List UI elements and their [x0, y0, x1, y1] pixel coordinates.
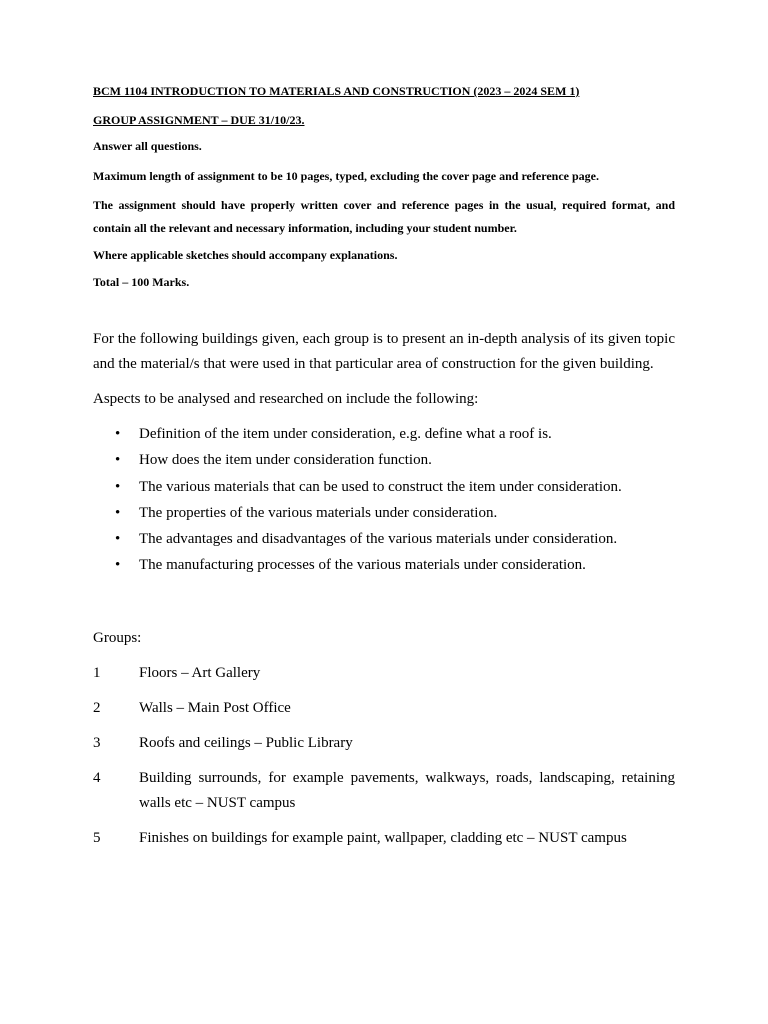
group-row [93, 826, 675, 851]
aspects-list [93, 421, 675, 579]
group-row [93, 661, 675, 686]
instruction-total-marks: Total – 100 Marks. [93, 275, 190, 289]
group-text: Walls – Main Post Office [139, 699, 291, 716]
group-row [93, 766, 675, 816]
group-number: 2 [93, 699, 101, 716]
instruction-answer-all: Answer all questions. [93, 139, 202, 153]
aspect-text: The advantages and disadvantages of the various materials under consideration. [139, 531, 618, 548]
list-item [93, 447, 675, 473]
list-item [93, 552, 675, 578]
group-row [93, 696, 675, 721]
instruction-sketches: Where applicable sketches should accompany explanations. [93, 248, 398, 262]
list-item [93, 421, 675, 447]
list-item [93, 500, 675, 526]
bullet-icon: • [115, 426, 121, 442]
aspect-text: The various materials that can be used to construct the item under consideration. [139, 478, 622, 495]
group-row [93, 731, 675, 756]
bullet-icon: • [115, 478, 121, 495]
bullet-icon: • [115, 557, 121, 574]
bullet-icon: • [115, 452, 121, 469]
instruction-max-length: Maximum length of assignment to be 10 pages, typed, excluding the cover page and reference page. [93, 169, 599, 183]
groups-title: Groups: [93, 629, 142, 646]
group-number: 5 [93, 829, 101, 846]
group-text: Floors – Art Gallery [139, 664, 261, 681]
instruction-cover-reference: The assignment should have properly written cover and reference pages in the usual, required format, and contain all the relevant and necessary information, including your student number. [93, 198, 675, 235]
list-item [93, 474, 675, 500]
group-text: Finishes on buildings for example paint, wallpaper, cladding etc – NUST campus [139, 829, 627, 846]
aspect-text: The manufacturing processes of the various materials under consideration. [139, 557, 586, 574]
bullet-icon: • [115, 504, 121, 521]
list-item [93, 526, 675, 552]
assignment-title: GROUP ASSIGNMENT – DUE 31/10/23. [93, 113, 305, 127]
group-number: 4 [93, 769, 101, 786]
aspect-text: The properties of the various materials under consideration. [139, 504, 498, 521]
group-number: 3 [93, 734, 101, 751]
group-number: 1 [93, 664, 101, 681]
aspects-lead: Aspects to be analysed and researched on include the following: [93, 391, 479, 407]
aspect-text: How does the item under consideration function. [139, 452, 432, 469]
bullet-icon: • [115, 531, 121, 548]
intro-paragraph: For the following buildings given, each group is to present an in-depth analysis of its given topic and the material/s that were used in that particular area of construction for the given building. [93, 331, 675, 372]
group-text: Building surrounds, for example pavements, walkways, roads, landscaping, retaining walls etc – NUST campus [139, 769, 675, 811]
course-title: BCM 1104 INTRODUCTION TO MATERIALS AND CONSTRUCTION (2023 – 2024 SEM 1) [93, 84, 580, 98]
aspect-text: Definition of the item under consideration, e.g. define what a roof is. [139, 426, 552, 442]
group-text: Roofs and ceilings – Public Library [139, 734, 353, 751]
